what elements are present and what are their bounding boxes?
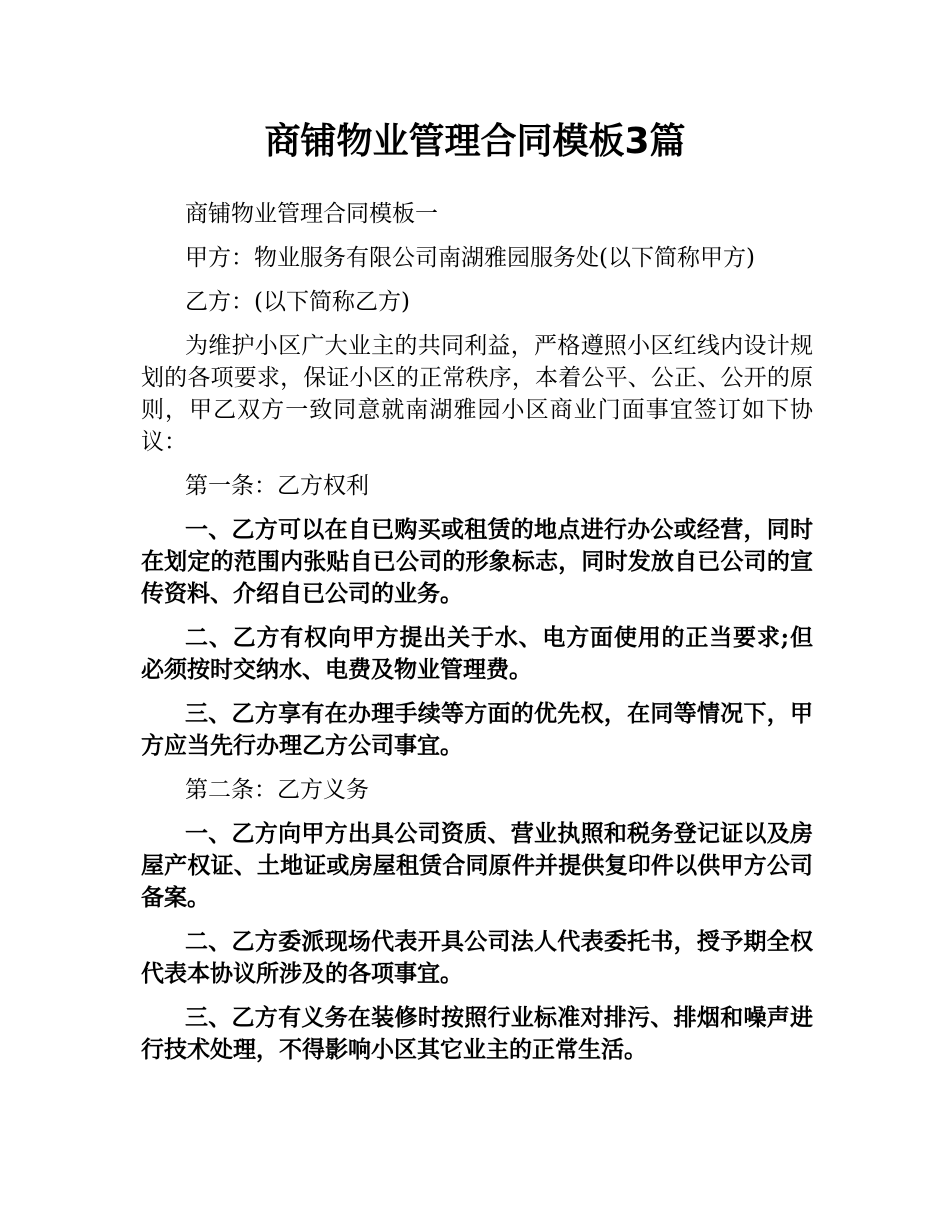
paragraph-party-a: 甲方：物业服务有限公司南湖雅园服务处(以下简称甲方): [185, 245, 755, 271]
document-title: 商铺物业管理合同模板3篇: [264, 121, 686, 162]
paragraph-party-b: 乙方：(以下简称乙方): [185, 289, 410, 315]
article-1-clause-1: 一、乙方可以在自已购买或租赁的地点进行办公或经营，同时在划定的范围内张贴自已公司的形象标志，同时发放自已公司的宣传资料、介绍自已公司的业务。: [141, 516, 813, 607]
article-1-clause-3: 三、乙方享有在办理手续等方面的优先权，在同等情况下，甲方应当先行办理乙方公司事宜。: [141, 700, 813, 759]
document-body: [141, 198, 813, 1078]
article-2-heading: 第二条：乙方义务: [185, 777, 369, 803]
article-2-clause-1: 一、乙方向甲方出具公司资质、营业执照和税务登记证以及房屋产权证、土地证或房屋租赁合同原件并提供复印件以供甲方公司备案。: [141, 820, 813, 911]
article-1-clause-2: 二、乙方有权向甲方提出关于水、电方面使用的正当要求;但必须按时交纳水、电费及物业管理费。: [141, 624, 813, 683]
paragraph-preamble: 为维护小区广大业主的共同利益，严格遵照小区红线内设计规划的各项要求，保证小区的正常秩序，本着公平、公正、公开的原则，甲乙双方一致同意就南湖雅园小区商业门面事宜签订如下协议：: [141, 333, 813, 455]
article-2-clause-3: 三、乙方有义务在装修时按照行业标准对排污、排烟和噪声进行技术处理，不得影响小区其它业主的正常生活。: [141, 1004, 813, 1063]
article-1-heading: 第一条：乙方权利: [185, 473, 369, 499]
paragraph-template-heading: 商铺物业管理合同模板一: [185, 201, 438, 227]
article-2-clause-2: 二、乙方委派现场代表开具公司法人代表委托书，授予期全权代表本协议所涉及的各项事宜。: [141, 928, 813, 987]
